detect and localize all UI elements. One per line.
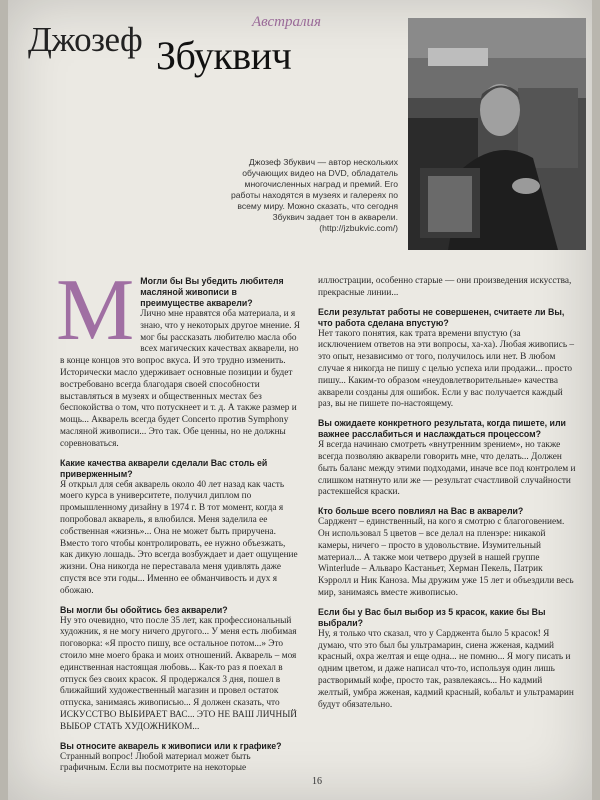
question-1: Какие качества акварели сделали Вас столь ей приверженным?: [60, 457, 268, 479]
question-5: Вы ожидаете конкретного результата, когда пишете, или важнее расслабиться и наслаждаться процессом?: [318, 418, 566, 440]
answer-7: Ну, я только что сказал, что у Сарджента было 5 красок! Я думаю, что это был бы ультрамарин, сиена жженая, кадмий красный, охра желтая и еще одна... не помню... Я могу писать и одним цветом, и даже написал что-то, используя один лишь растворимый кофе, просто так, развлекаясь... Но кадмий желтый, умбра жженая, кадмий красный, кобальт и ультрамарин будут обязательно.: [318, 628, 574, 710]
intro-block: [56, 262, 300, 451]
answer-5: Я всегда начинаю смотреть «внутренним зрением», но также всегда позволяю акварели говорить мне, что делать... Должен быть баланс между этими подходами, иначе все под контролем и слишком натянуто или же — результат счастливой случайности растекшейся краски.: [318, 440, 576, 498]
question-4: Если результат работы не совершенен, считаете ли Вы, что работа сделана впустую?: [318, 306, 565, 328]
column-left: [56, 262, 300, 782]
answer-6: Сарджент – единственный, на кого я смотрю с благоговением. Он использовал 5 цветов – все делал на пленэре: никакой камеры, ничего – просто в удовольствие. Изумительный материал... А также мои четверо друзей в нашей группе Winterlude – Альваро Кастаньет, Херман Пекель, Патрик Кэрролл и Ник Каноза. Мы дружим уже 15 лет и объездили весь мир, занимаясь вместе живописью.: [318, 517, 574, 598]
artist-last-name: Збуквич: [156, 33, 292, 78]
artist-country: Австралия: [252, 14, 321, 30]
question-3: Вы относите акварель к живописи или к графике?: [60, 740, 282, 751]
answer-2: Ну это очевидно, что после 35 лет, как профессиональный художник, я не могу ничего другого... У меня есть любимая поговорка: «Я просто пишу, все остальное потом...» Это стоило мне моего брака и моих отношений. Акварель – моя единственная настоящая любовь... Как-то раз я поехал в отпуск без своих красок. Я продержался 3 дня, пошел в ближайший художественный магазин и провел остаток отпуска, занимаясь живописью... Я должен сказать, что ИСКУССТВО ВЫБИРАЕТ ВАС... ЭТО НЕ ВАШ ЛИЧНЫЙ ВЫБОР СТАТЬ ХУДОЖНИКОМ...: [60, 615, 298, 732]
column-right: [318, 276, 576, 718]
page-number: 16: [312, 776, 322, 787]
artist-bio: Джозеф Збуквич — автор нескольких обучающих видео на DVD, обладатель многочисленных наград и премий. Его работы находятся в музеях и галереях по всему миру. Можно сказать, что сегодня Збуквич задает тон в акварели. (http://jzbukvic.com/): [231, 157, 398, 233]
artist-photo: [408, 18, 586, 250]
answer-3: Странный вопрос! Любой материал может быть графичным. Если вы посмотрите на некоторые: [60, 751, 251, 774]
question-6: Кто больше всего повлиял на Вас в акварели?: [318, 506, 524, 517]
artist-first-name: Джозеф: [28, 20, 143, 59]
answer-intro: Лично мне нравятся оба материала, и я знаю, что у некоторых другое мнение. Я мог бы рассказать любителю масла обо всех магических качествах акварели, но в конце концов это вопрос вкуса. И это трудно изменить. Исторически масло удерживает основные позиции и будет востребовано всегда благодаря своей способности выставляться в музеях и общественных местах без беспокойства о том, что потускнеет и т. д. А также размер и мощь... Акварель всегда будет Concerto против Symphony масляной живописи... Это так. Обе ценны, но не должны соревноваться.: [60, 309, 300, 449]
magazine-page: [8, 0, 592, 800]
question-2: Вы могли бы обойтись без акварели?: [60, 604, 228, 615]
drop-cap: М: [56, 262, 135, 359]
answer-1: Я открыл для себя акварель около 40 лет назад как часть моего курса в университете, получил диплом по промышленному дизайну в 1974 г. В тот момент, когда я попробовал акварель, я влюбился. Меня заделила ее собственная «жизнь»... Она не может быть приручена. Вместо того чтобы контролировать, ее нужно объезжать, как дикую лошадь. Это всегда возбуждает и дает ощущение жизни. Она никогда не переставала меня удивлять даже спустя все эти годы... Именно ее обманчивость и дух я обожаю.: [60, 479, 298, 596]
question-intro: Могли бы Вы убедить любителя масляной живописи в преимуществе акварели?: [140, 276, 284, 308]
question-7: Если бы у Вас был выбор из 5 красок, какие бы Вы выбрали?: [318, 606, 546, 628]
answer-3-continued: иллюстрации, особенно старые — они произведения искусства, прекрасные линии...: [318, 276, 572, 298]
answer-4: Нет такого понятия, как трата времени впустую (за исключением ответов на эти вопросы, ха-ха). Любая живопись – это опыт, независимо от того, получилось или нет. В любом случае я никогда не пишу с целью успеха или продажи... просто пишу... Каким-то образом «неудовлетворительные» качества акварели созданы для ошибок. Если у вас получается каждый раз, вы не пишете по-настоящему.: [318, 328, 575, 410]
